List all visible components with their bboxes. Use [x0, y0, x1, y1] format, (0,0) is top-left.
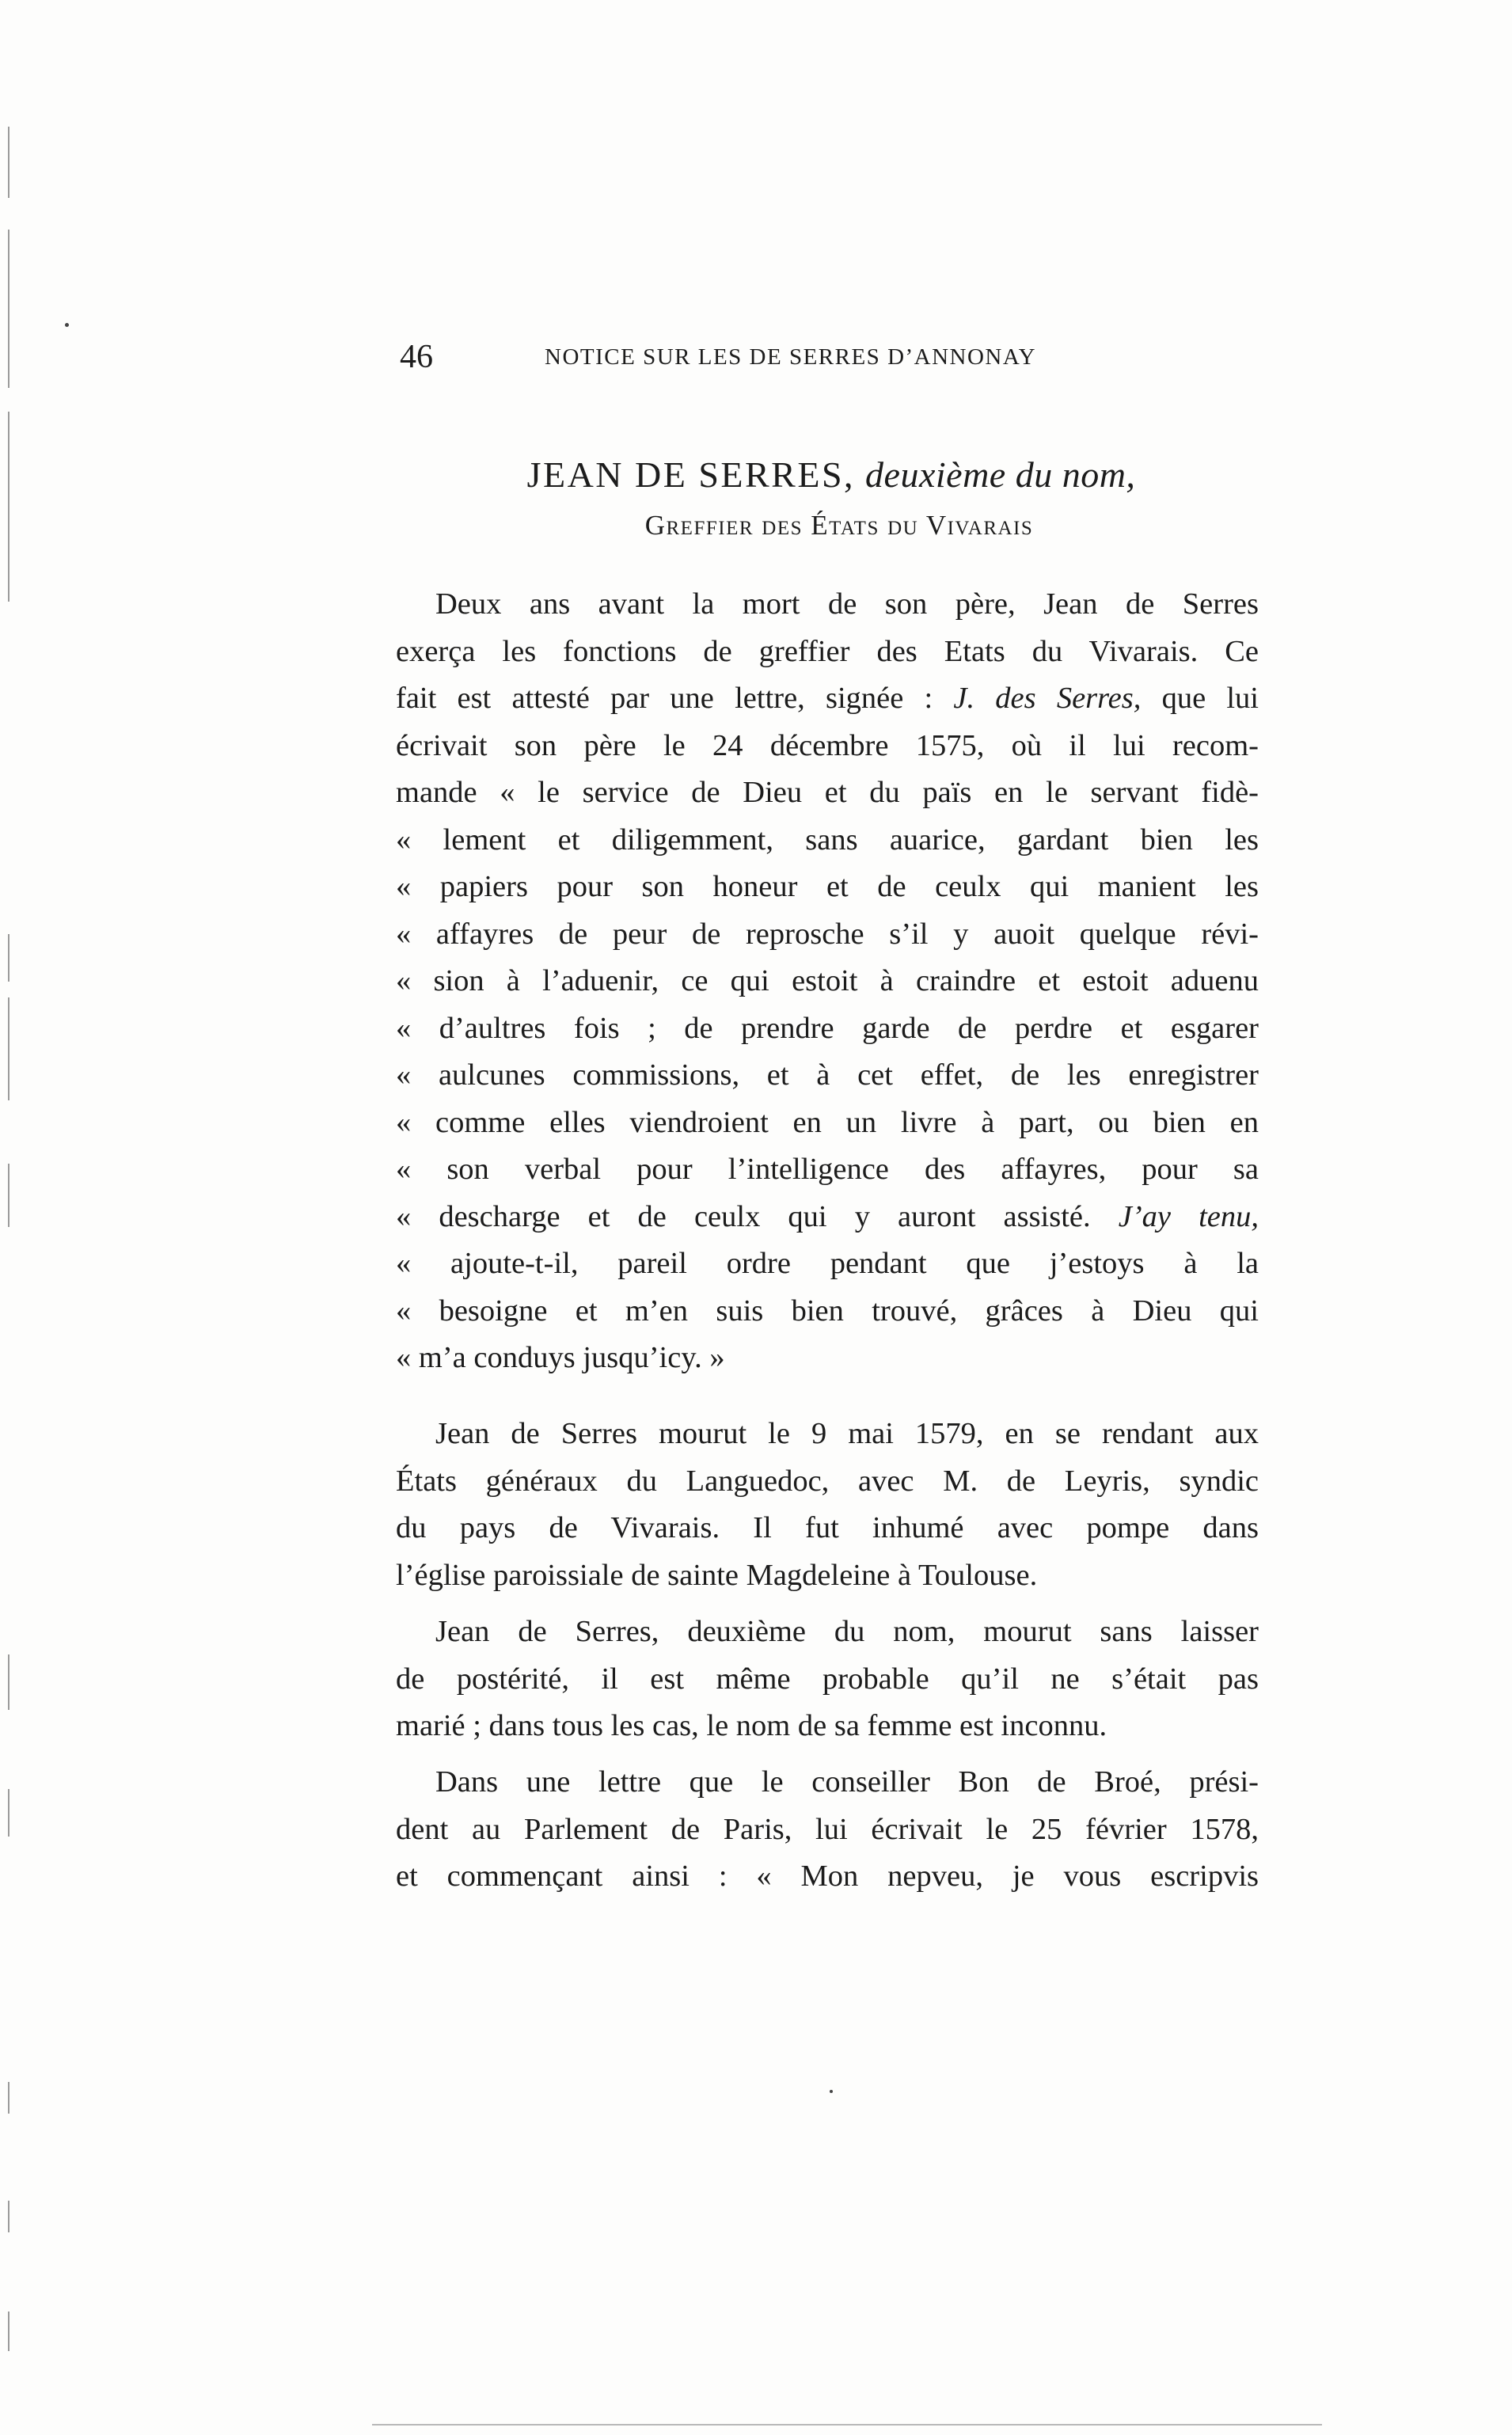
text-line: États généraux du Languedoc, avec M. de Leyris, syndic — [396, 1464, 1259, 1498]
text-line: marié ; dans tous les cas, le nom de sa femme est inconnu. — [396, 1709, 1107, 1742]
text-line: « comme elles viendroient en un livre à part, ou bien en — [396, 1105, 1259, 1139]
paragraph-1 — [396, 581, 1259, 1382]
text-line: et commençant ainsi : « Mon nepveu, je vous escripvis — [396, 1859, 1259, 1893]
text-line: « besoigne et m’en suis bien trouvé, grâces à Dieu qui — [396, 1293, 1259, 1328]
italic-segment: J’ay tenu, — [1118, 1199, 1259, 1233]
scan-edge-mark — [8, 412, 9, 602]
text-line — [396, 1194, 1259, 1241]
scan-edge-mark — [8, 1164, 9, 1227]
running-title: NOTICE SUR LES DE SERRES D’ANNONAY — [545, 344, 1037, 370]
text-line: « sion à l’aduenir, ce qui estoit à craindre et estoit aduenu — [396, 964, 1259, 997]
running-head — [400, 336, 1112, 384]
text-line: « papiers pour son honeur et de ceulx qui manient les — [396, 870, 1259, 903]
scan-bottom-rule — [372, 2424, 1322, 2426]
text-line: mande « le service de Dieu et du païs en le servant fidè- — [396, 776, 1259, 809]
scan-edge-mark — [8, 230, 9, 388]
page-number: 46 — [400, 339, 433, 375]
text-line: de postérité, il est même probable qu’il ne s’était pas — [396, 1662, 1259, 1696]
scan-edge-mark — [8, 997, 9, 1100]
paragraph-3 — [396, 1609, 1259, 1750]
text-line: « lement et diligemment, sans auarice, gardant bien les — [396, 822, 1259, 857]
text-segment: fait est attesté par une lettre, signée : — [396, 682, 954, 715]
text-line: exerça les fonctions de greffier des Etats du Vivarais. Ce — [396, 634, 1259, 668]
text-line: Jean de Serres, deuxième du nom, mourut sans laisser — [435, 1615, 1259, 1648]
text-line: Deux ans avant la mort de son père, Jean de Serres — [435, 587, 1259, 621]
heading-subtitle: Greffier des États du Vivarais — [644, 510, 1034, 541]
heading-epithet: deuxième du nom, — [865, 454, 1136, 495]
text-segment: que lui — [1141, 682, 1259, 715]
paragraph-4 — [396, 1759, 1259, 1901]
text-line: Dans une lettre que le conseiller Bon de Broé, prési- — [435, 1765, 1259, 1799]
scan-edge-mark — [8, 1654, 9, 1710]
text-line: « aulcunes commissions, et à cet effet, de les enregistrer — [396, 1058, 1259, 1092]
heading-name: JEAN DE SERRES, — [526, 454, 856, 495]
paragraph-2 — [396, 1411, 1259, 1599]
scan-edge-mark — [8, 934, 9, 982]
text-line: du pays de Vivarais. Il fut inhumé avec pompe dans — [396, 1511, 1259, 1544]
scan-speck — [830, 2090, 833, 2093]
text-line: « son verbal pour l’intelligence des affayres, pour sa — [396, 1153, 1259, 1186]
text-line: « m’a conduys jusqu’icy. » — [396, 1341, 725, 1374]
heading-title — [396, 451, 1259, 499]
text-segment: « descharge et de ceulx qui y auront assisté. — [396, 1199, 1119, 1233]
scan-edge-mark — [8, 127, 9, 198]
text-line: écrivait son père le 24 décembre 1575, où il lui recom- — [396, 728, 1259, 762]
scan-edge-mark — [8, 1789, 9, 1837]
text-line: Jean de Serres mourut le 9 mai 1579, en se rendant aux — [435, 1417, 1259, 1450]
text-line: l’église paroissiale de sainte Magdeleine à Toulouse. — [396, 1558, 1038, 1592]
italic-segment: J. des Serres, — [953, 682, 1142, 715]
section-heading — [396, 451, 1259, 543]
text-line: « d’aultres fois ; de prendre garde de perdre et esgarer — [396, 1011, 1259, 1045]
text-line: « affayres de peur de reprosche s’il y auoit quelque révi- — [396, 917, 1259, 951]
text-line: « ajoute-t-il, pareil ordre pendant que j’estoys à la — [396, 1247, 1259, 1280]
scan-edge-mark — [8, 2201, 9, 2232]
scan-edge-mark — [8, 2082, 9, 2114]
text-line: dent au Parlement de Paris, lui écrivait le 25 février 1578, — [396, 1812, 1259, 1846]
scan-edge-mark — [8, 2312, 9, 2351]
scan-speck — [65, 323, 69, 327]
text-line — [396, 675, 1259, 723]
